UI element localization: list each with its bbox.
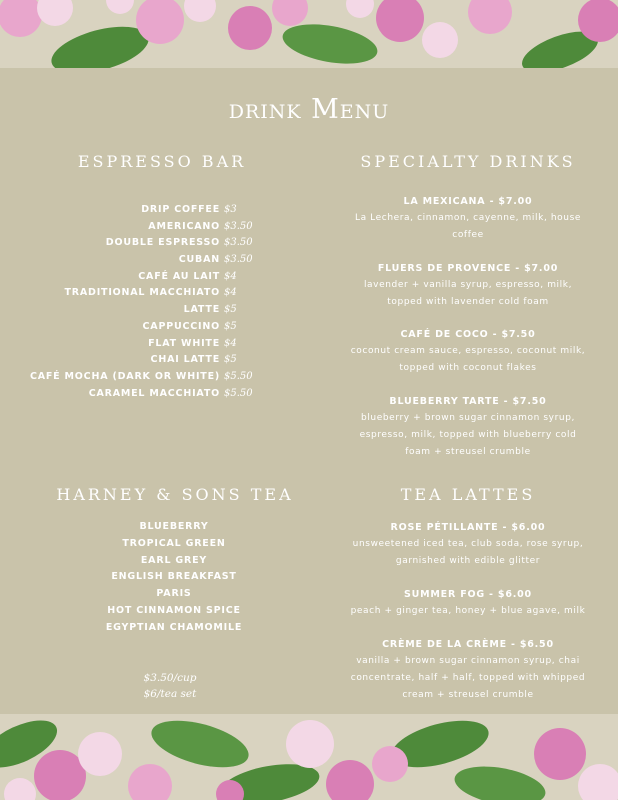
tea-item: EGYPTIAN CHAMOMILE [105, 621, 243, 633]
drink-description: blueberry + brown sugar cinnamon syrup, espresso, milk, topped with blueberry cold foam + streusel crumble [359, 413, 577, 457]
drink-entry [350, 261, 586, 311]
menu-item [0, 338, 340, 355]
tea-item: EARL GREY [140, 554, 208, 566]
drink-entry [350, 194, 586, 244]
drink-description: La Lechera, cinnamon, cayenne, milk, house coffee [354, 213, 582, 240]
item-price: $5 [224, 304, 237, 316]
tea-item: PARIS [156, 588, 192, 600]
drink-name: CAFÉ DE COCO - $7.50 [400, 329, 536, 340]
item-price: $3 [224, 204, 237, 215]
drink-name: BLUEBERRY TARTE - $7.50 [389, 396, 547, 407]
item-name: FLAT WHITE [148, 337, 220, 349]
item-price: $5 [224, 320, 237, 332]
item-price: $3.50 [224, 220, 253, 232]
drink-description: coconut cream sauce, espresso, coconut milk, topped with coconut flakes [350, 346, 586, 373]
tea-price-set: $6/tea set [143, 688, 197, 700]
item-name: CAFÉ AU LAIT [138, 270, 220, 282]
drink-name: SUMMER FOG - $6.00 [404, 589, 532, 600]
drink-name: ROSE PÉTILLANTE - $6.00 [390, 522, 546, 533]
item-name: CAFÉ MOCHA (DARK OR WHITE) [29, 370, 220, 382]
item-name: CUBAN [178, 254, 220, 266]
item-price: $4 [224, 287, 237, 299]
menu-title: drink Menu [228, 94, 390, 125]
item-price: $5.50 [224, 370, 253, 382]
item-name: CHAI LATTE [150, 354, 220, 366]
menu-item [0, 321, 340, 338]
floral-border-bottom [0, 714, 618, 800]
tea-price-cup: $3.50/cup [143, 672, 197, 684]
item-name: DOUBLE ESPRESSO [105, 237, 220, 249]
menu-item [0, 204, 340, 221]
espresso-list [0, 204, 340, 404]
item-price: $5 [224, 354, 237, 366]
drink-description: vanilla + brown sugar cinnamon syrup, chai concentrate, half + half, topped with whipped cream + streusel crumble [350, 656, 586, 700]
drink-description: unsweetened iced tea, club soda, rose syrup, garnished with edible glitter [352, 539, 584, 566]
drink-entry [350, 327, 586, 377]
drink-description: peach + ginger tea, honey + blue agave, milk [350, 606, 586, 616]
drink-name: LA MEXICANA - $7.00 [403, 196, 533, 207]
item-price: $3.50 [224, 237, 253, 249]
item-name: AMERICANO [148, 220, 220, 232]
item-name: LATTE [183, 304, 220, 316]
menu-item [0, 254, 340, 271]
leaf-group [47, 18, 604, 68]
drink-name: CRÈME DE LA CRÈME - $6.50 [382, 639, 554, 650]
item-name: TRADITIONAL MACCHIATO [64, 287, 220, 299]
item-name: DRIP COFFEE [141, 204, 220, 215]
menu-item [0, 304, 340, 321]
tea-item: TROPICAL GREEN [122, 537, 226, 549]
tea-item: BLUEBERRY [139, 521, 209, 532]
item-price: $4 [224, 270, 237, 282]
drink-entry [350, 520, 586, 570]
menu-item [0, 371, 340, 388]
tea-list [4, 521, 344, 639]
menu-item [0, 271, 340, 288]
floral-pattern-icon [0, 0, 618, 68]
espresso-bar-heading: ESPRESSO BAR [77, 152, 247, 171]
drink-entry [350, 587, 586, 620]
item-price: $4 [224, 337, 237, 349]
drink-name: FLUERS DE PROVENCE - $7.00 [377, 263, 559, 274]
item-price: $3.50 [224, 254, 253, 266]
menu-item [0, 354, 340, 371]
harney-tea-heading: HARNEY & SONS TEA [56, 485, 294, 504]
floral-pattern-icon [0, 714, 618, 800]
item-name: CARAMEL MACCHIATO [88, 387, 220, 399]
menu-item [0, 388, 340, 405]
drink-description: lavender + vanilla syrup, espresso, milk, topped with lavender cold foam [363, 280, 573, 307]
tea-item: HOT CINNAMON SPICE [107, 604, 241, 616]
menu-item [0, 287, 340, 304]
item-price: $5.50 [224, 387, 253, 399]
tea-item: ENGLISH BREAKFAST [111, 571, 237, 583]
menu-item [0, 237, 340, 254]
floral-border-top [0, 0, 618, 68]
specialty-drinks-heading: SPECIALTY DRINKS [360, 152, 576, 171]
drink-entry [350, 394, 586, 460]
tea-lattes-heading: TEA LATTES [400, 485, 536, 504]
item-name: CAPPUCCINO [142, 320, 220, 332]
drink-entry [350, 637, 586, 703]
menu-item [0, 221, 340, 238]
